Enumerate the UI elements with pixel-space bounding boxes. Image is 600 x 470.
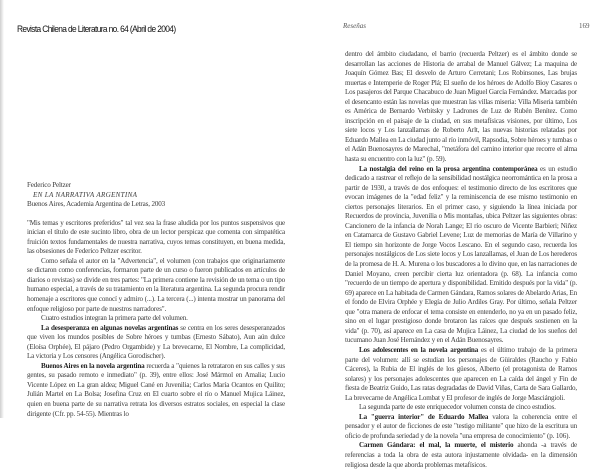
left-page: [0, 0, 300, 418]
page-number: 169: [579, 22, 590, 30]
section-paragraph: [27, 362, 285, 419]
section-heading: Los adolescentes en la novela argentina: [359, 345, 479, 354]
section-paragraph: [345, 346, 577, 403]
section-paragraph: [345, 165, 577, 346]
book-title: EN LA NARRATIVA ARGENTINA: [33, 190, 138, 199]
section-heading: La desesperanza en algunas novelas argentinas: [41, 323, 179, 332]
paragraph: Como señala el autor en la "Advertencia", el volumen (con trabajos que originariamente se dictaron como conferencias, formaron parte de un curso o fueron publicados en artículos de diarios o revistas) se divide en tres partes: "La primera contiene la revisión de un tema o un tipo humano especial, a través de su tratamiento en la literatura argentina. La segunda procura rendir homenaje a escritores que conocí y admiro (...). La tercera (...) intenta mostrar un panorama del enfoque religioso por parte de nuestros narradores".: [27, 256, 285, 313]
section-text: ahonda -a través de referencias a toda la obra de esta autora injustamente olvidada- en la dimensión religiosa desde la que aborda problemas metafísicos.: [345, 441, 577, 469]
left-page-body: [27, 181, 285, 419]
paragraph: Cuatro estudios integran la primera parte del volumen.: [41, 314, 188, 323]
paragraph: "Mis temas y escritores preferidos" tal vez sea la frase aludida por los puntos suspensivos que inician el título de este sucinto libro, obra de un lector perspicaz que comenta con simpatética fruición textos fundamentales de nuestra narrativa, cuyos temas constituyen, en buena medida, las obsesiones de Federico Peltzer escritor.: [27, 218, 285, 256]
section-text: valora la coherencia entre el pensador y el autor de ficciones de este "testigo militante" que hizo de la escritura un oficio de profunda seriedad y de la novela "una empresa de conocimiento" (p. 106).: [345, 412, 577, 440]
section-text: es un estudio dedicado a rastrear el reflejo de la sensibilidad nostálgica neorromántica en la prosa a partir de 1930, a través de dos enfoques: el testimonio directo de los escritores que evocan imágenes de la "edad feliz" y la reminiscencia de ese mismo testimonio en ciertos personajes literarios. En el primer caso, y siguiendo la línea iniciada por Recuerdos de provincia, Juvenilia o Mis montañas, ubica Peltzer las siguientes obras: Cancionero de la infancia de Norah Lange; El río oscuro de Vicente Barbieri; Niñez en Catamarca de Gustavo Gabriel Levene; Luz de memorias de María de Villarino y El tiempo sin horizonte de Jorge Vocos Lescano. En el segundo caso, recuerda los personajes nostálgicos de Los siete locos y Los lanzallamas, el Juan de Los herederos de la promesa de H. A. Murena o los buscadores a lo divino que, en las narraciones de Daniel Moyano, creen percibir cierta luz orientadora (p. 68). La infancia como "recuerdo de un tiempo de apertura y disponibilidad. Emitido después por la vida" (p. 69) aparece en La habitada de Carmen Gándara, Ramos solares de Abelardo Arias, En el fondo de Elvira Orphée y Elegía de Julio Ardiles Gray. Por último, señala Peltzer que "otra manera de enfocar el tema consiste en entenderlo, no ya en un pasado feliz, sino en el lugar prestigioso donde brotaron las raíces que después sostienen en la vida" (p. 70), así aparece en La casa de Mujica Láinez, La ciudad de los sueños del tucumano Juan José Hernández y en el Adán Buenosayres.: [345, 164, 577, 345]
section-text: es el último trabajo de la primera parte del volumen: allí se estudian los personajes de Güiraldes (Raucho y Fabio Cáceres), la Rubia de El inglés de los güesos, Alberto (el protagonista de Ramos solares) y los personajes adolescentes que aparecen en La caída del ángel y Fin de fiesta de Beatriz Guido, Las ratas degradadas de David Viñas, Carta de Sara Gallardo, La brevecarne de Angélica Lombat y El profesor de inglés de Jorge Masciángioli.: [345, 345, 577, 402]
scan-edge: [0, 0, 4, 418]
section-text: recuerda a "quienes la retrataron en sus calles y sus gentes, su pasado remoto e inmediato" (p. 39), entre ellos: José Mármol en Amalia; Lucio Vicente López en La gran aldea; Miguel Cané en Juvenilia; Carlos María Ocantos en Quilito; Julián Martel en La Bolsa; Josefina Cruz en El cuarto sobre el río o Manuel Mujica Láinez, quien en buena parte de su narrativa retrata los diversos estratos sociales, en especial la clase dirigente (Cfr. pp. 54-55). Mientras lo: [27, 361, 285, 418]
journal-header: Revista Chilena de Literatura no. 64 (Abril de 2004): [17, 24, 176, 35]
section-heading: La "guerra interior" de Eduardo Mallea: [359, 412, 489, 421]
book-author: Federico Peltzer: [27, 181, 71, 189]
section-paragraph: [345, 441, 577, 470]
section-heading: Buenos Aires en la novela argentina: [41, 361, 145, 370]
paragraph: dentro del ámbito ciudadano, el barrio (recuerda Peltzer) es el ámbito donde se desarrollan las acciones de Historia de arrabal de Manuel Gálvez; La maquina de Joaquín Gómez Bas; El desvelo de Arturo Cerretani; Los Robinsones, Las brujas muertas e Intemperie de Roger Plá; El sueño de los héroes de Adolfo Bioy Casares o Los pasajeros del Parque Chacabuco de Juan Miguel García Fernández. Marcadas por el desencanto están las novelas que muestran las villas miseria: Villa Miseria también es América de Bernardo Verbitsky y Ladrones de Luz de Rubén Benítez. Como inscripción en el paisaje de la ciudad, en sus metafísicas visiones, por último, Los siete locos y Los lanzallamas de Roberto Arlt, las nuevas historias relatadas por Eduardo Mallea en La ciudad junto al río inmóvil, Rapsodia, Sobre héroes y tumbas o el Adán Buenosayres de Marechal, "metáfora del camino interior que recorre el alma hasta su encuentro con la luz" (p. 59).: [345, 50, 577, 164]
section-heading: Carmen Gándara: el mal, la muerte, el misterio: [359, 441, 514, 450]
running-head: Reseñas: [343, 22, 366, 30]
section-heading: La nostalgia del reino en la prosa argentina contemporánea: [359, 164, 538, 173]
paragraph: La segunda parte de este enriquecedor volumen consta de cinco estudios.: [359, 403, 556, 412]
right-page: [300, 0, 600, 469]
section-paragraph: [27, 324, 285, 362]
section-paragraph: [345, 413, 577, 442]
book-publication: Buenos Aires, Academia Argentina de Letras, 2003: [27, 200, 166, 209]
section-text: se centra en los seres desesperanzados que viven los mundos posibles de Sobre héroes y tumbas (Ernesto Sábato), Aun aún dulce (Eloísa Orphée), El pájaro (Pedro Orgambide) y La brevecarne, El Nombre, La complicidad, La victoria y Los censores (Angélica Gorodischer).: [27, 323, 285, 361]
right-page-body: [345, 50, 577, 470]
